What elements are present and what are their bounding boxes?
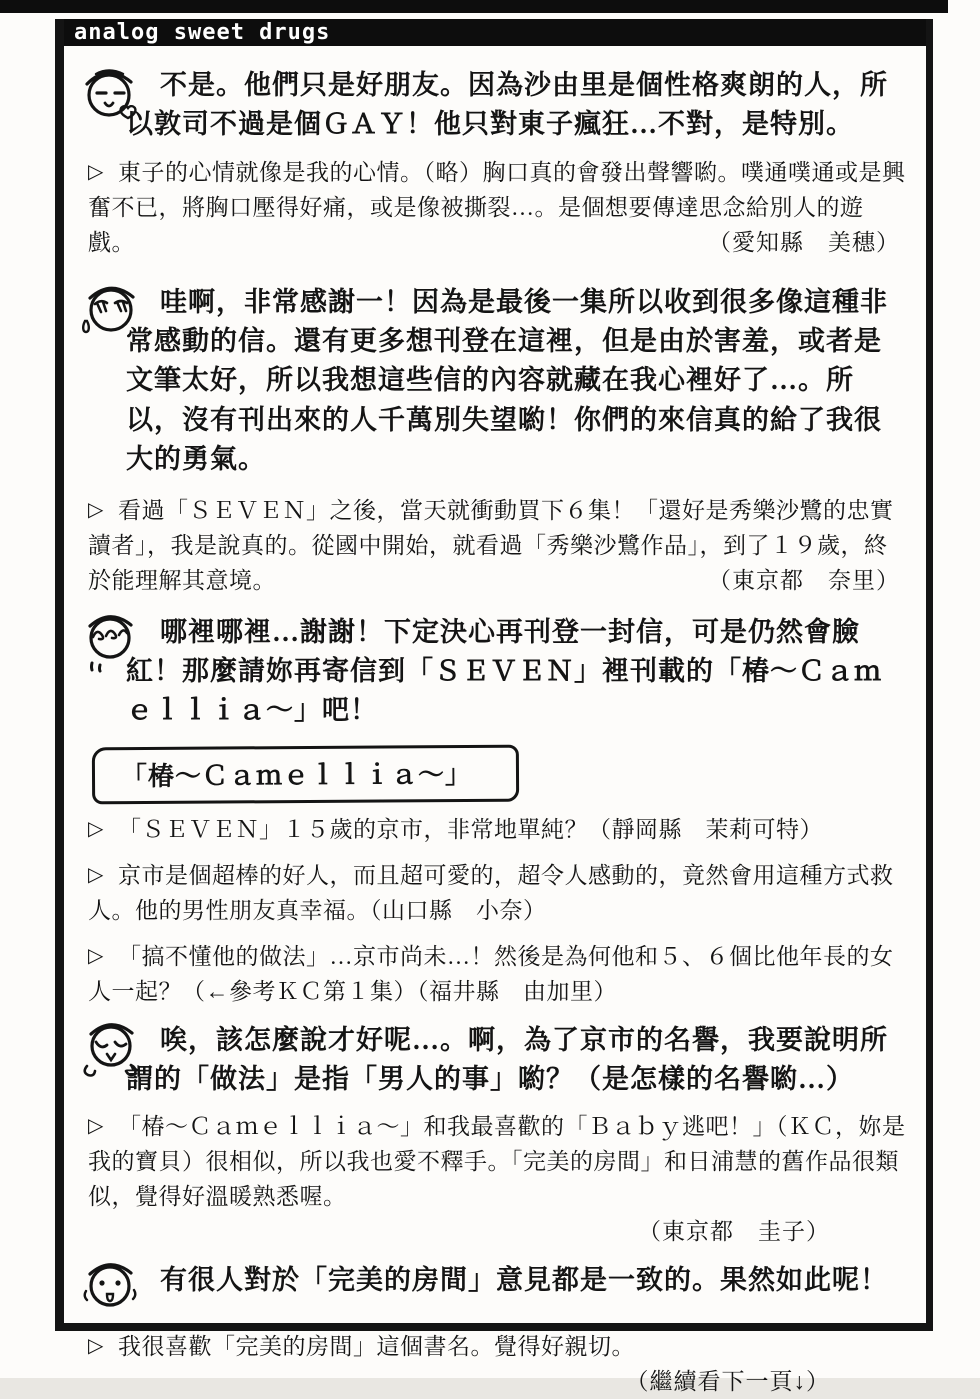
reply-text: 不是。他們只是好朋友。因為沙由里是個性格爽朗的人，所以敦司不過是個ＧＡＹ！他只對東子瘋狂…不對，是特別。 <box>126 70 888 140</box>
face-embarrassed-icon <box>78 607 144 677</box>
letter-attribution: （愛知縣 美穗） <box>708 229 900 255</box>
header-bar <box>64 19 926 46</box>
letter-text <box>88 813 906 848</box>
letter-body: 「搞不懂他的做法」…京市尚未…！然後是為何他和５、６個比他年長的女人一起？（←參考ＫＣ第１集）（福井縣 由加里） <box>88 943 894 1004</box>
reader-letter-block <box>88 494 906 599</box>
letter-body: 「ＳＥＶＥＮ」１５歲的京市，非常地單純？（靜岡縣 茉莉可特） <box>118 816 823 842</box>
face-crying-icon <box>78 277 144 347</box>
reader-letter-block <box>88 813 906 848</box>
triangle-bullet-icon: ▷ <box>88 944 104 967</box>
reply-text: 有很人對於「完美的房間」意見都是一致的。果然如此呢！ <box>160 1264 888 1295</box>
page-frame <box>55 19 933 1394</box>
letter-text <box>88 156 906 261</box>
page-title: analog sweet drugs <box>74 19 331 45</box>
letter-body: 京市是個超棒的好人，而且超可愛的，超令人感動的，竟然會用這種方式救人。他的男性朋友真幸福。（山口縣 小奈） <box>88 862 894 923</box>
triangle-bullet-icon: ▷ <box>88 863 104 886</box>
letter-body: 我很喜歡「完美的房間」這個書名。覺得好親切。 <box>118 1333 635 1359</box>
editor-reply-block <box>88 1261 906 1319</box>
triangle-bullet-icon: ▷ <box>88 817 104 840</box>
letter-attribution: （東京都 奈里） <box>708 567 900 593</box>
reader-letter-block <box>88 1110 906 1249</box>
letter-attribution: （東京都 圭子） <box>638 1219 830 1245</box>
triangle-bullet-icon: ▷ <box>88 1115 104 1138</box>
letter-body: 看過「ＳＥＶＥＮ」之後，當天就衝動買下６集！「還好是秀樂沙鷺的忠實讀者」，我是說真的。從國中開始，就看過「秀樂沙鷺作品」，到了１９歲，終於能理解其意境。 <box>88 497 894 593</box>
reply-text: 哪裡哪裡…謝謝！下定決心再刊登一封信，可是仍然會臉紅！那麼請妳再寄信到「ＳＥＶＥＮ」裡刊載的「椿～Ｃａｍｅｌｌｉａ～」吧！ <box>126 616 882 726</box>
reader-letter-block <box>88 859 906 929</box>
continue-next-page-note: （繼續看下一頁↓） <box>625 1368 830 1394</box>
reader-letter-block <box>88 1330 906 1399</box>
reader-letter-block <box>88 940 906 1010</box>
letter-text <box>88 494 906 599</box>
letter-text <box>88 940 906 1010</box>
letter-text <box>88 1110 906 1215</box>
editor-reply-block <box>88 1021 906 1100</box>
letter-body: 「椿～Ｃａｍｅｌｌｉａ～」和我最喜歡的「Ｂａｂｙ逃吧！」（ＫＣ，妳是我的寶貝）很相似，所以我也愛不釋手。「完美的房間」和日浦慧的舊作品很類似，覺得好溫暖熟悉喔。 <box>88 1114 906 1210</box>
face-happy-heart-icon <box>78 60 144 130</box>
camellia-box-label: 「椿～Ｃａｍｅｌｌｉａ～」 <box>120 759 473 791</box>
page-edge-strip <box>0 0 948 13</box>
triangle-bullet-icon: ▷ <box>88 160 104 183</box>
editor-reply-block <box>88 283 906 480</box>
triangle-bullet-icon: ▷ <box>88 1334 104 1357</box>
editor-reply-block <box>88 66 906 145</box>
triangle-bullet-icon: ▷ <box>88 498 104 521</box>
letter-text <box>88 859 906 929</box>
content-area <box>64 46 926 1399</box>
reply-text: 唉，該怎麼說才好呢…。啊，為了京市的名譽，我要說明所謂的「做法」是指「男人的事」喲？（是怎樣的名譽喲…） <box>126 1024 888 1094</box>
face-smiling-icon <box>78 1255 144 1325</box>
face-sighing-icon <box>78 1015 144 1085</box>
reader-letter-block <box>88 156 906 261</box>
camellia-box <box>92 744 519 804</box>
editor-reply-block <box>88 613 906 731</box>
reply-text: 哇啊，非常感謝一！因為是最後一集所以收到很多像這種非常感動的信。還有更多想刊登在這裡，但是由於害羞，或者是文筆太好，所以我想這些信的內容就藏在我心裡好了…。所以，沒有刊出來的人千萬別失望喲！你們的來信真的給了我很大的勇氣。 <box>126 286 888 475</box>
letter-body: 東子的心情就像是我的心情。（略）胸口真的會發出聲響喲。噗通噗通或是興奮不已，將胸口壓得好痛，或是像被撕裂…。是個想要傳達思念給別人的遊戲。 <box>88 159 906 255</box>
letter-text <box>88 1330 906 1365</box>
